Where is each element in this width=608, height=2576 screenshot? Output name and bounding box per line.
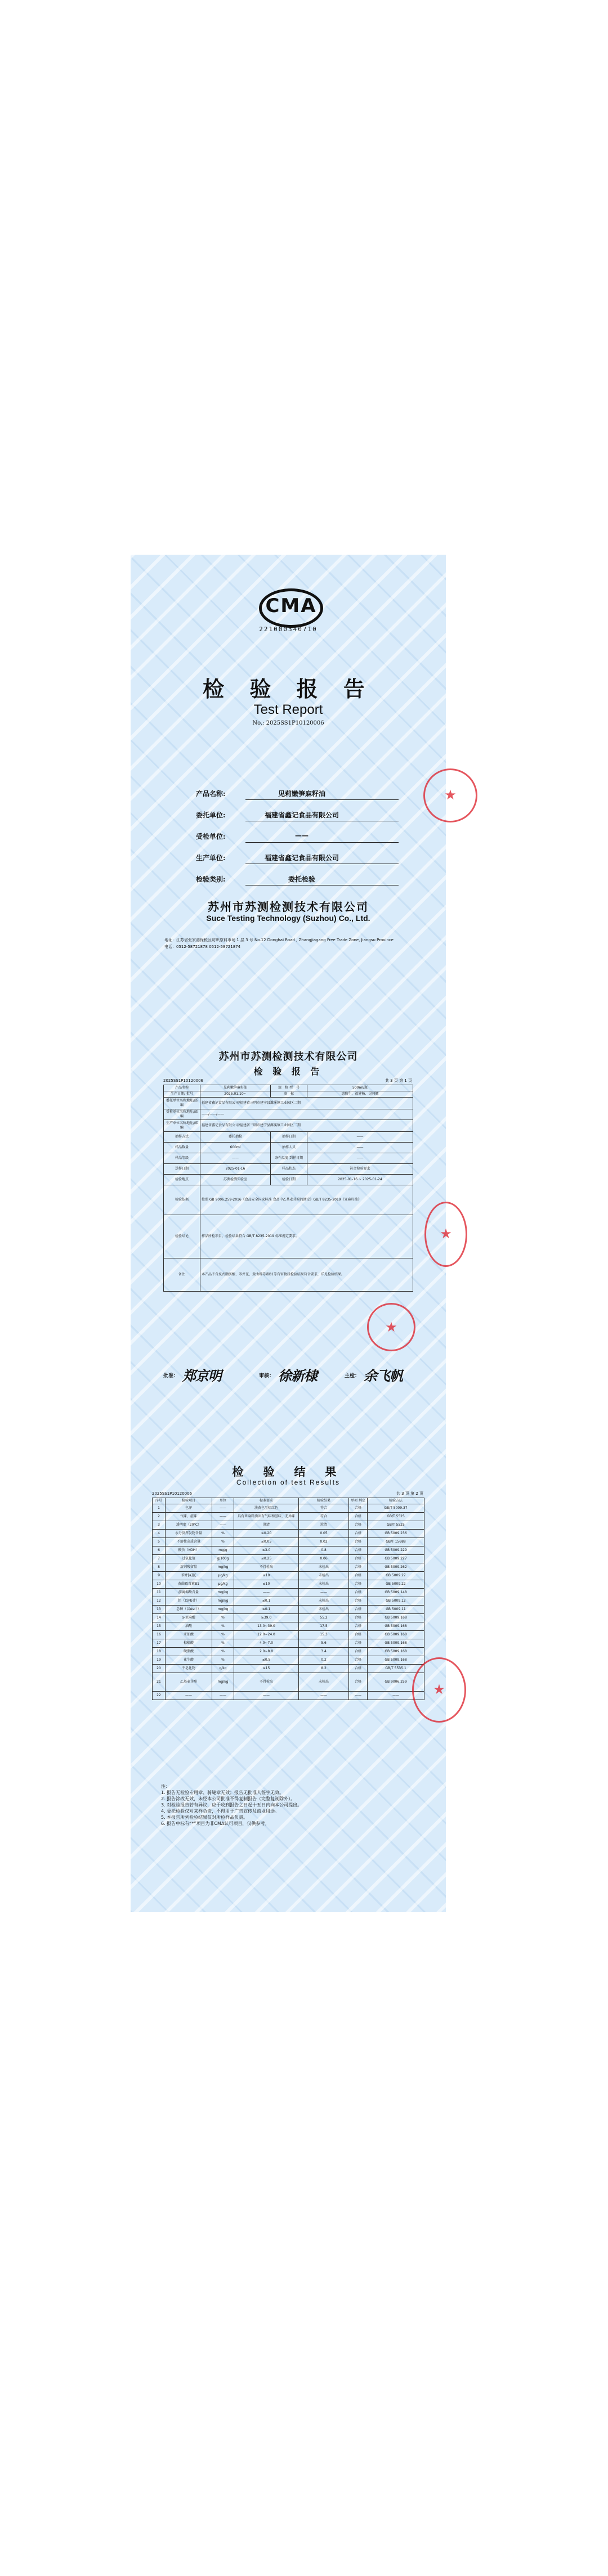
basic-info-table	[163, 1085, 413, 1292]
cell: 500ml/瓶	[307, 1085, 413, 1091]
table-row	[153, 1521, 424, 1530]
cell: 游离棉酚含量	[166, 1589, 212, 1597]
cma-mark: CMA	[259, 588, 323, 628]
cell: 水分及挥发物含量	[166, 1530, 212, 1538]
cell: ≤0.25	[234, 1555, 299, 1563]
cell: GB 5009.12	[368, 1597, 424, 1606]
cell: GB 5009.148	[368, 1589, 424, 1597]
cell: 送样日期	[164, 1164, 200, 1175]
report-paper	[131, 555, 457, 1912]
cell: ——	[368, 1692, 424, 1700]
cell: 黄曲霉毒素B1	[166, 1580, 212, 1589]
cell: GB 5009.262	[368, 1563, 424, 1572]
cell: 合格	[349, 1639, 368, 1648]
column-header: 检验结果	[299, 1498, 349, 1504]
results-subtitle: Collection of test Results	[236, 1478, 341, 1486]
cell: 不得检出	[234, 1563, 299, 1572]
cell: ——	[299, 1589, 349, 1597]
seal-star-icon: ★	[385, 1319, 397, 1335]
cell: %	[212, 1614, 234, 1622]
cover-label: 生产单位:	[196, 854, 226, 862]
cma-code: 221000340710	[259, 626, 318, 633]
results-seal	[412, 1657, 466, 1723]
cell: ——	[200, 1153, 271, 1164]
cell: 2025-01-16 ~ 2025-01-24	[307, 1175, 413, 1185]
column-header: 检验项目	[166, 1498, 212, 1504]
cell: 8.2	[299, 1665, 349, 1673]
cell: mg/g	[212, 1547, 234, 1555]
cell: 合格	[349, 1656, 368, 1665]
cell: 22	[153, 1692, 166, 1700]
cell: 产品名称	[164, 1085, 200, 1091]
cell: 总砷（以As计）	[166, 1606, 212, 1614]
cell: GB 5009.168	[368, 1631, 424, 1639]
results-title: 检 验 结 果	[232, 1465, 345, 1478]
table-row	[153, 1648, 424, 1656]
cell: 色泽	[166, 1504, 212, 1513]
cell: 亚油酸	[166, 1631, 212, 1639]
cell: 合格	[349, 1622, 368, 1631]
cell: 符合	[299, 1513, 349, 1521]
table-row	[164, 1164, 413, 1175]
table-row	[164, 1185, 413, 1215]
table-row	[153, 1656, 424, 1665]
cell: 合格	[349, 1513, 368, 1521]
cover-label: 产品名称:	[196, 790, 226, 798]
table-row	[164, 1153, 413, 1164]
cell: 55.2	[299, 1614, 349, 1622]
table-row	[153, 1622, 424, 1631]
cell: 2025-01-16	[200, 1164, 271, 1175]
cell: g/kg	[212, 1665, 234, 1673]
cover-row-type	[196, 869, 399, 888]
table-row	[164, 1109, 413, 1120]
cell: 见莉嫩笋麻籽油	[200, 1085, 271, 1091]
table-row	[153, 1673, 424, 1692]
table-row	[153, 1606, 424, 1614]
company-phone: 电话：0512-58721878 0512-58721874	[164, 945, 241, 949]
table-row	[164, 1091, 413, 1098]
cell: GB 5009.236	[368, 1530, 424, 1538]
cell: 19	[153, 1656, 166, 1665]
cell: GB 5009.168	[368, 1614, 424, 1622]
company-name-en: Suce Testing Technology (Suzhou) Co., Ltd.	[206, 914, 370, 923]
report-number: No.: 2025SS1P10120006	[252, 720, 324, 726]
cell: 委托单位名称地址/邮编	[164, 1098, 200, 1109]
table-row	[153, 1631, 424, 1639]
cover-row-inspected	[196, 826, 399, 845]
cell: %	[212, 1656, 234, 1665]
cell: 具有亚麻籽油固有气味和滋味，无异味	[234, 1513, 299, 1521]
seal-star-icon: ★	[440, 1226, 452, 1242]
note-item: 5. 本报告所列检验结果仅对所检样品负责。	[161, 1815, 248, 1820]
cell: 澄清	[234, 1521, 299, 1530]
cell: ≤0.05	[234, 1538, 299, 1547]
cell: 0.2	[299, 1656, 349, 1665]
cell: 合格	[349, 1504, 368, 1513]
cell: 澄清	[299, 1521, 349, 1530]
page2-company: 苏州市苏测检测技术有限公司	[218, 1051, 358, 1063]
cover-value: ——	[295, 831, 309, 839]
cell: 淡黄色至棕红色	[234, 1504, 299, 1513]
cell: 检验地点	[164, 1175, 200, 1185]
table-row	[153, 1563, 424, 1572]
cell: 合格	[349, 1648, 368, 1656]
table-row	[164, 1258, 413, 1292]
cell: 2025.01.10~	[200, 1091, 271, 1098]
table-row	[153, 1665, 424, 1673]
cell: 12	[153, 1597, 166, 1606]
cell: 合格	[349, 1614, 368, 1622]
cell: 抽样人员	[271, 1143, 307, 1153]
cell: GB/T 5535.1	[368, 1665, 424, 1673]
cell: 合格	[349, 1673, 368, 1692]
table-row	[153, 1639, 424, 1648]
cell: ≤0.5	[234, 1656, 299, 1665]
cell: 商 标	[271, 1091, 307, 1098]
cell: GB 5009.168	[368, 1656, 424, 1665]
cell: 合格	[349, 1538, 368, 1547]
cell: 委托抽检	[200, 1132, 271, 1143]
cell: ≤15	[234, 1665, 299, 1673]
table-row	[153, 1589, 424, 1597]
table-row	[164, 1085, 413, 1091]
cell: 受检单位名称地址/邮编	[164, 1109, 200, 1120]
table-row	[153, 1614, 424, 1622]
cell: 检验结论	[164, 1215, 200, 1258]
cell: 规 格 型 号	[271, 1085, 307, 1091]
cell: 不得检出	[234, 1673, 299, 1692]
cell: 3	[153, 1521, 166, 1530]
cell: 合格	[349, 1547, 368, 1555]
cell: 4	[153, 1530, 166, 1538]
cell: 5.6	[299, 1639, 349, 1648]
cell: 合格	[349, 1572, 368, 1580]
cell: 11	[153, 1589, 166, 1597]
cover-row-producer	[196, 847, 399, 866]
cell: %	[212, 1631, 234, 1639]
results-table	[152, 1498, 424, 1700]
cell: g/100g	[212, 1555, 234, 1563]
cell: ——	[212, 1504, 234, 1513]
cell: 苏测检测实验室	[200, 1175, 271, 1185]
cell: 棕榈酸	[166, 1639, 212, 1648]
cell: 符合	[299, 1504, 349, 1513]
table-row	[153, 1597, 424, 1606]
cell: 气味、滋味	[166, 1513, 212, 1521]
cell: 花生酸	[166, 1656, 212, 1665]
table-row	[153, 1572, 424, 1580]
table-row	[153, 1538, 424, 1547]
cell: 合格	[349, 1555, 368, 1563]
cell: ——	[307, 1132, 413, 1143]
cell: 合格	[349, 1530, 368, 1538]
cover-value: 委托检验	[288, 875, 315, 883]
approve-label: 批准：	[163, 1373, 179, 1379]
note-item: 4. 委托检验仅对来样负责，不得用于广告宣传及商业用途。	[161, 1809, 280, 1814]
cell: 12.0~24.0	[234, 1631, 299, 1639]
cell: 合格	[349, 1606, 368, 1614]
cell: ——	[212, 1521, 234, 1530]
cell: 条件温度 到样日期	[271, 1153, 307, 1164]
cell: GB/T 5525	[368, 1521, 424, 1530]
cell: GB/T 15688	[368, 1538, 424, 1547]
cell: 2.0~8.0	[234, 1648, 299, 1656]
cell: 未检出	[299, 1606, 349, 1614]
cell: 3.4	[299, 1648, 349, 1656]
cell: 0.02	[299, 1538, 349, 1547]
cell: 2	[153, 1513, 166, 1521]
column-header: 检验方法	[368, 1498, 424, 1504]
cell: 14	[153, 1614, 166, 1622]
cell: mg/kg	[212, 1673, 234, 1692]
table-row	[153, 1513, 424, 1521]
cell: ——	[212, 1513, 234, 1521]
cell: 17	[153, 1639, 166, 1648]
cell: ≤0.1	[234, 1606, 299, 1614]
table-row	[153, 1504, 424, 1513]
remark-cell: 本产品不含反式脂肪酸、苯并芘、黄曲霉毒素B1等有害物质检验结果符合要求，详见检验结果。	[200, 1258, 413, 1292]
table-row	[153, 1555, 424, 1563]
cell: ≤10	[234, 1580, 299, 1589]
cell: 0.8	[299, 1547, 349, 1555]
report-title-cn: 检 验 报 告	[203, 676, 374, 702]
cell: %	[212, 1530, 234, 1538]
cell: 检验日期	[271, 1175, 307, 1185]
cell: ——	[212, 1692, 234, 1700]
official-seal	[423, 768, 477, 822]
cell: 5	[153, 1538, 166, 1547]
cell: 苯并[a]芘	[166, 1572, 212, 1580]
seal-star-icon: ★	[444, 787, 457, 803]
note-item: 3. 对检验报告若有异议，应于收到报告之日起十五日内向本公司提出。	[161, 1802, 302, 1808]
cover-label: 受检单位:	[196, 833, 226, 840]
note-item: 6. 报告中标有“*”项目为非CMA认可项目，仅供参考。	[161, 1821, 270, 1826]
cell: 样品等级	[164, 1153, 200, 1164]
cell: 15.3	[299, 1631, 349, 1639]
cell: 1	[153, 1504, 166, 1513]
cover-underline	[245, 842, 399, 843]
cell: 乙基麦芽酚	[166, 1673, 212, 1692]
notes-title: 注：	[161, 1784, 170, 1789]
table-header-row	[153, 1498, 424, 1504]
cell: 17.5	[299, 1622, 349, 1631]
cell: 未检出	[299, 1572, 349, 1580]
cell: GB 5009.168	[368, 1622, 424, 1631]
cell: ——	[307, 1143, 413, 1153]
note-item: 2. 报告涂改无效，未经本公司批准不得复制报告（完整复制除外）。	[161, 1796, 296, 1801]
table-row	[164, 1132, 413, 1143]
page2-title: 检 验 报 告	[253, 1066, 323, 1077]
cell: mg/kg	[212, 1563, 234, 1572]
conclusion-cell: 样品所检项目，检验结果符合 GB/T 8235-2019 标准规定要求。	[200, 1215, 413, 1258]
cell: 合格	[349, 1665, 368, 1673]
cell: α-亚麻酸	[166, 1614, 212, 1622]
cell: ≤10	[234, 1572, 299, 1580]
cell: ——	[234, 1692, 299, 1700]
table-row	[153, 1692, 424, 1700]
cell: 抽样方式	[164, 1132, 200, 1143]
cell: 样品状态	[271, 1164, 307, 1175]
cell: 合格	[349, 1597, 368, 1606]
seal-star-icon: ★	[433, 1682, 445, 1697]
cell: 未检出	[299, 1563, 349, 1572]
cell: 溶剂残留量	[166, 1563, 212, 1572]
cell: 不皂化物	[166, 1665, 212, 1673]
table-row	[153, 1530, 424, 1538]
cell: 合格	[349, 1631, 368, 1639]
cell: GB/T 5525	[368, 1513, 424, 1521]
cell: 过氧化值	[166, 1555, 212, 1563]
cell: 硬脂酸	[166, 1648, 212, 1656]
cell: 合格	[349, 1589, 368, 1597]
cell: 10	[153, 1580, 166, 1589]
cell: 20	[153, 1665, 166, 1673]
cell: GB 5009.27	[368, 1572, 424, 1580]
cover-row-product	[196, 783, 399, 802]
cell: ——	[299, 1692, 349, 1700]
side-seal	[424, 1202, 467, 1267]
page2-page-info: 共 3 页 第 1 页	[385, 1078, 412, 1083]
cell: %	[212, 1538, 234, 1547]
cell: 福建省鑫记食品有限公司/福建省三明市建宁县濉溪镇工业园区二期	[200, 1098, 413, 1109]
results-report-no: 2025SS1P10120006	[152, 1491, 193, 1496]
cell: %	[212, 1648, 234, 1656]
cell: 抽样日期	[271, 1132, 307, 1143]
table-row	[164, 1143, 413, 1153]
cover-value: 见莉嫩笋麻籽油	[278, 790, 325, 798]
cell: 16	[153, 1631, 166, 1639]
results-page-info: 共 3 页 第 2 页	[396, 1491, 423, 1496]
cell: mg/kg	[212, 1597, 234, 1606]
cell: ≥39.0	[234, 1614, 299, 1622]
cell: mg/kg	[212, 1606, 234, 1614]
cell: %	[212, 1622, 234, 1631]
cell: 油酸	[166, 1622, 212, 1631]
cell: mg/kg	[212, 1589, 234, 1597]
table-row	[164, 1215, 413, 1258]
cell: ≤0.1	[234, 1597, 299, 1606]
table-row	[164, 1175, 413, 1185]
cell: 合格	[349, 1563, 368, 1572]
cell: 21	[153, 1673, 166, 1692]
cell: 15	[153, 1622, 166, 1631]
review-label: 审核：	[259, 1373, 275, 1379]
notes-block	[161, 1783, 420, 1827]
cell: 8	[153, 1563, 166, 1572]
cell: GB 5009.11	[368, 1606, 424, 1614]
cell: GB 5009.22	[368, 1580, 424, 1589]
cover-value: 福建省鑫记食品有限公司	[264, 854, 339, 862]
cell: 未检出	[299, 1597, 349, 1606]
cell: ≤0.20	[234, 1530, 299, 1538]
cell: 13	[153, 1606, 166, 1614]
cell: 福建省鑫记食品有限公司/福建省三明市建宁县濉溪镇工业园区二期	[200, 1120, 413, 1132]
cell: 未检出	[299, 1673, 349, 1692]
cell: 600ml	[200, 1143, 271, 1153]
page2-report-no: 2025SS1P10120006	[163, 1078, 204, 1083]
cover-row-client	[196, 804, 399, 824]
main-inspector-signature: 余飞帆	[364, 1368, 403, 1384]
cell: ——	[166, 1692, 212, 1700]
cell: GB 5009.168	[368, 1648, 424, 1656]
cell: GB/T 5009.37	[368, 1504, 424, 1513]
cover-label: 委托单位:	[196, 811, 226, 819]
cell: 4.0~7.0	[234, 1639, 299, 1648]
cell: ——/——/——	[200, 1109, 413, 1120]
cell: 7	[153, 1555, 166, 1563]
table-row	[153, 1547, 424, 1555]
cell: μg/kg	[212, 1580, 234, 1589]
column-header: 标准要求	[234, 1498, 299, 1504]
basis-cell: 按照 GB 9006.259-2016《食品安全国家标准 食品中乙基麦芽酚的测定》GB/T 8235-2019《亚麻籽油》	[200, 1185, 413, 1215]
cover-value: 福建省鑫记食品有限公司	[264, 811, 339, 819]
cell: ——	[234, 1589, 299, 1597]
column-header: 序号	[153, 1498, 166, 1504]
cell: 惠隆生、福建杨、见莉嫩	[307, 1091, 413, 1098]
cover-label: 检验类别:	[196, 875, 226, 883]
company-name-cn: 苏州市苏测检测技术有限公司	[208, 900, 369, 914]
cell: 铅（以Pb计）	[166, 1597, 212, 1606]
cell: GB 9006.259	[368, 1673, 424, 1692]
note-item: 1. 报告无检验专用章、骑缝章无效；报告无批准人签字无效。	[161, 1790, 284, 1795]
cell: μg/kg	[212, 1572, 234, 1580]
review-signature: 徐新棣	[278, 1368, 317, 1384]
cell: 样品数量	[164, 1143, 200, 1153]
cell: 检验依据	[164, 1185, 200, 1215]
cell: 0.05	[299, 1530, 349, 1538]
cell: 13.0~39.0	[234, 1622, 299, 1631]
cell: 18	[153, 1648, 166, 1656]
column-header: 单位	[212, 1498, 234, 1504]
report-title-en: Test Report	[253, 702, 323, 717]
cell: 合格	[349, 1521, 368, 1530]
cell: 符合检验要求	[307, 1164, 413, 1175]
cell: 生产单位名称地址/邮编	[164, 1120, 200, 1132]
cell: 合格	[349, 1580, 368, 1589]
column-header: 单项 判定	[349, 1498, 368, 1504]
cell: GB 5009.227	[368, 1555, 424, 1563]
cell: %	[212, 1639, 234, 1648]
cell: 透明度（20℃）	[166, 1521, 212, 1530]
inspection-seal	[367, 1303, 415, 1351]
cell: ——	[307, 1153, 413, 1164]
cell: 6	[153, 1547, 166, 1555]
table-row	[164, 1098, 413, 1109]
cell: 备注	[164, 1258, 200, 1292]
company-address: 地址：江苏省张家港保税区纺织原料市场 1 层 3 号 No.12 Donghai Road , Zhangjiagang Free Trade Zone, Jiangsu Province	[164, 938, 394, 942]
cell: GB 5009.229	[368, 1547, 424, 1555]
cover-underline	[245, 799, 399, 800]
cell: ——	[349, 1692, 368, 1700]
approve-signature: 郑京明	[182, 1368, 221, 1384]
main-inspector-label: 主检：	[345, 1373, 360, 1379]
cell: 不溶性杂质含量	[166, 1538, 212, 1547]
cell: GB 5009.168	[368, 1639, 424, 1648]
table-row	[153, 1580, 424, 1589]
cell: ≤3.0	[234, 1547, 299, 1555]
cell: 生产日期/ 批号	[164, 1091, 200, 1098]
cell: 0.06	[299, 1555, 349, 1563]
cell: 未检出	[299, 1580, 349, 1589]
cell: 酸价（KOH）	[166, 1547, 212, 1555]
table-row	[164, 1120, 413, 1132]
cell: 9	[153, 1572, 166, 1580]
